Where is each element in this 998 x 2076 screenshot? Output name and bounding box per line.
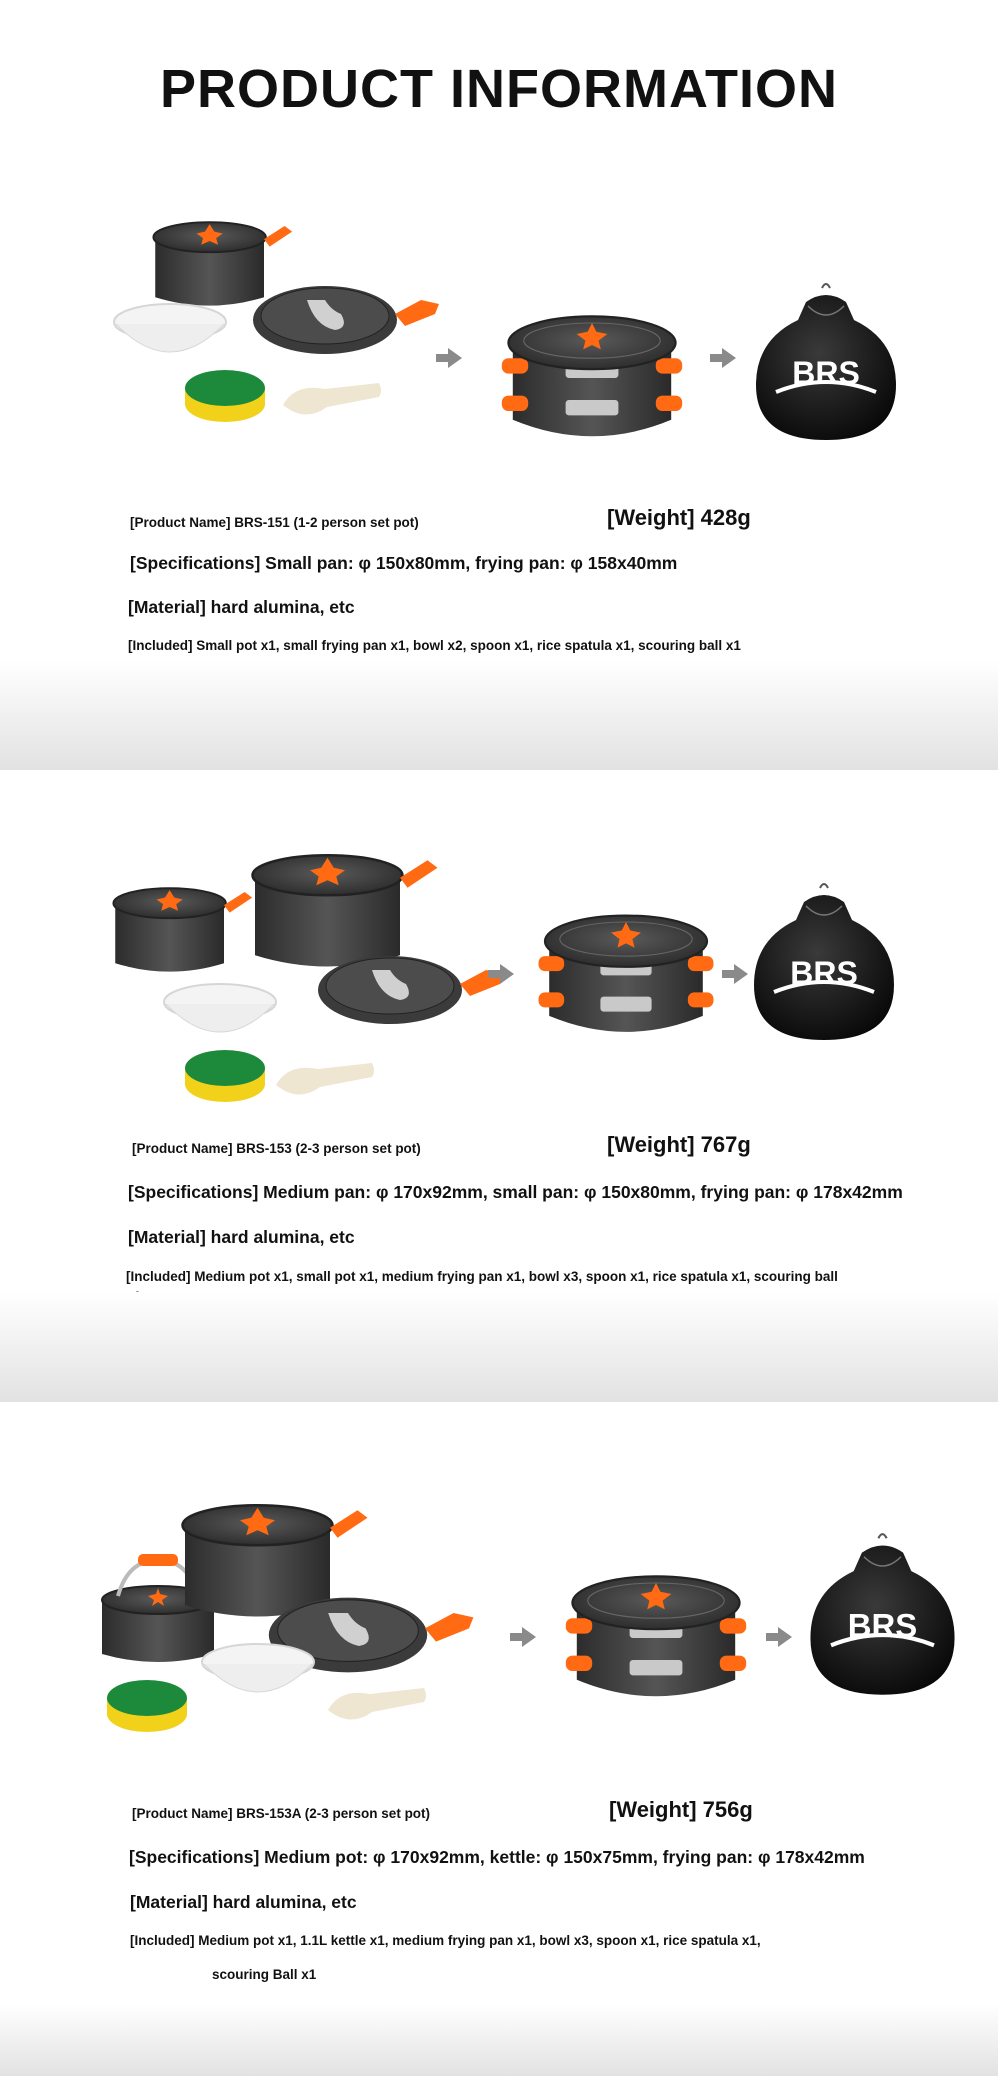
- product-3-included-cont: scouring Ball x1: [212, 1967, 317, 1982]
- product-2-specifications: [Specifications] Medium pan: φ 170x92mm, small pan: φ 150x80mm, frying pan: φ 178x42mm: [128, 1182, 903, 1202]
- arrow-icon: [710, 348, 736, 368]
- product-2-weight: [Weight] 767g: [607, 1132, 751, 1157]
- arrow-icon: [766, 1627, 792, 1647]
- page-title: PRODUCT INFORMATION: [160, 59, 838, 119]
- product-3-stacked-image: [556, 1550, 756, 1715]
- product-1-weight: [Weight] 428g: [607, 505, 751, 530]
- arrow-icon: [488, 964, 514, 984]
- product-2-set-image: [100, 840, 520, 1130]
- section-divider: [0, 1292, 998, 1402]
- section-divider: [0, 2004, 998, 2076]
- product-section-3: [0, 1420, 998, 2076]
- product-1-name: [Product Name] BRS-151 (1-2 person set pot): [130, 515, 419, 530]
- product-3-material: [Material] hard alumina, etc: [130, 1892, 357, 1912]
- product-section-2: [0, 790, 998, 1402]
- brs-carry-bag-image: [744, 880, 904, 1050]
- product-1-set-image: [110, 210, 460, 430]
- product-2-material: [Material] hard alumina, etc: [128, 1227, 355, 1247]
- product-2-included: [Included] Medium pot x1, small pot x1, medium frying pan x1, bowl x3, spoon x1, rice spatula x1, scouring ball: [126, 1269, 838, 1284]
- product-section-1: [0, 160, 998, 770]
- section-divider: [0, 660, 998, 770]
- product-2-stacked-image: [530, 890, 722, 1050]
- product-2-name: [Product Name] BRS-153 (2-3 person set pot): [132, 1141, 421, 1156]
- product-1-stacked-image: [492, 290, 692, 455]
- arrow-icon: [436, 348, 462, 368]
- product-3-specifications: [Specifications] Medium pot: φ 170x92mm, kettle: φ 150x75mm, frying pan: φ 178x42mm: [129, 1847, 865, 1867]
- product-1-material: [Material] hard alumina, etc: [128, 597, 355, 617]
- brs-carry-bag-image: [746, 280, 906, 450]
- product-3-weight: [Weight] 756g: [609, 1797, 753, 1822]
- product-3-included: [Included] Medium pot x1, 1.1L kettle x1, medium frying pan x1, bowl x3, spoon x1, rice spatula x1,: [130, 1933, 761, 1948]
- product-1-specifications: [Specifications] Small pan: φ 150x80mm, frying pan: φ 158x40mm: [130, 553, 678, 573]
- product-3-name: [Product Name] BRS-153A (2-3 person set pot): [132, 1806, 431, 1821]
- product-1-included: [Included] Small pot x1, small frying pan x1, bowl x2, spoon x1, rice spatula x1, scouring ball x1: [128, 638, 741, 653]
- product-3-set-image: [88, 1490, 508, 1750]
- arrow-icon: [510, 1627, 536, 1647]
- brs-carry-bag-image: [800, 1530, 965, 1705]
